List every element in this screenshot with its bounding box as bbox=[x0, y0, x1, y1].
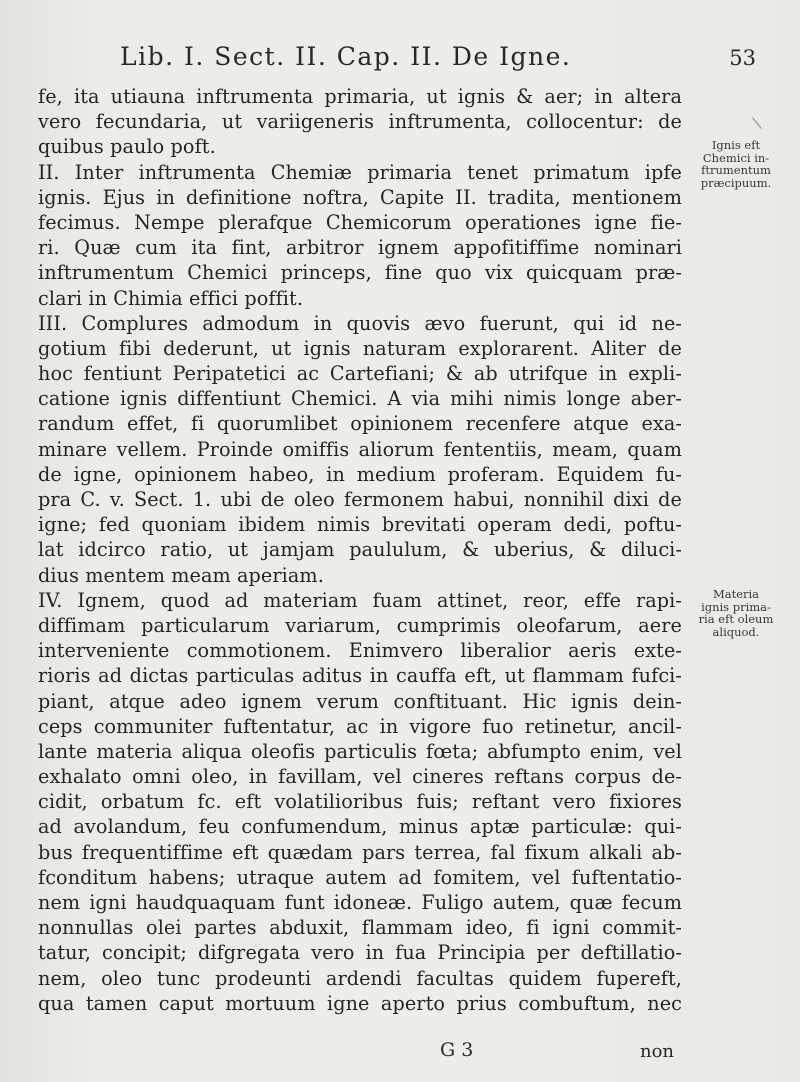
text-line: dius mentem meam aperiam. bbox=[38, 563, 324, 587]
text-line: piant, atque adeo ignem verum conftituant. Hic ignis dein- bbox=[38, 689, 682, 713]
text-line: quibus paulo poft. bbox=[38, 135, 216, 159]
text-line: IV. Ignem, quod ad materiam fuam attinet, reor, effe rapi- bbox=[38, 588, 682, 612]
text-line: pra C. v. Sect. 1. ubi de oleo fermonem habui, nonnihil dixi de bbox=[38, 488, 682, 511]
signature-mark: G 3 bbox=[440, 1039, 474, 1061]
page-header bbox=[40, 42, 760, 82]
text-line: fecimus. Nempe plerafque Chemicorum operationes igne fie- bbox=[38, 210, 682, 234]
running-title: Lib. I. Sect. II. Cap. II. De Igne. bbox=[120, 42, 572, 71]
text-line: exhalato omni oleo, in favillam, vel cineres reftans corpus de- bbox=[38, 765, 682, 789]
text-line: hoc fentiunt Peripatetici ac Cartefiani; & ab utrifque in expli- bbox=[38, 362, 682, 386]
catchword: non bbox=[640, 1041, 675, 1062]
page-number: 53 bbox=[729, 46, 756, 70]
text-line: III. Complures admodum in quovis ævo fuerunt, qui id ne- bbox=[38, 311, 682, 335]
marginal-note-line: ignis prima- bbox=[701, 599, 771, 614]
text-line: qua tamen caput mortuum igne aperto prius combuftum, nec bbox=[38, 991, 682, 1015]
text-line: fconditum habens; utraque autem ad fomitem, vel fuftentatio- bbox=[38, 865, 682, 889]
text-line: inftrumentum Chemici princeps, fine quo vix quicquam præ- bbox=[38, 261, 682, 285]
text-line: diffimam particularum variarum, cumprimis oleofarum, aere bbox=[38, 613, 682, 637]
marginal-note-materia bbox=[688, 588, 784, 638]
body-text bbox=[38, 84, 682, 1016]
text-line: interveniente commotionem. Enimvero liberalior aeris exte- bbox=[38, 639, 682, 663]
text-line: clari in Chimia effici poffit. bbox=[38, 286, 304, 310]
text-line: vero fecundaria, ut variigeneris inftrumenta, collocentur: de bbox=[38, 110, 682, 134]
marginal-note-ignis bbox=[688, 139, 784, 189]
marginal-note-line: præcipuum. bbox=[700, 175, 772, 190]
text-line: bus frequentiffime eft quædam pars terrea, fal fixum alkali ab- bbox=[38, 840, 682, 864]
text-line: tatur, concipit; difgregata vero in fua Principia per deftillatio- bbox=[38, 941, 682, 965]
marginal-note-line: Materia bbox=[712, 587, 760, 601]
marginal-note-line: ftrumentum bbox=[701, 163, 771, 177]
text-line: nem, oleo tunc prodeunti ardendi facultas quidem fupereft, bbox=[38, 966, 682, 990]
marginal-note-line: Ignis eft bbox=[711, 138, 761, 152]
text-line: ignis. Ejus in definitione noftra, Capite II. tradita, mentionem bbox=[38, 185, 682, 209]
margin-mark bbox=[752, 111, 769, 129]
text-line: rioris ad dictas particulas aditus in cauffa eft, ut flammam fufci- bbox=[38, 664, 682, 688]
marginal-note-line: ria eft oleum bbox=[698, 612, 774, 626]
text-line: minare vellem. Proinde omiffis aliorum fententiis, meam, quam bbox=[38, 437, 682, 461]
marginal-note-line: Chemici in- bbox=[702, 150, 770, 165]
text-line: lante materia aliqua oleofis particulis fœta; abfumpto enim, vel bbox=[38, 739, 682, 763]
text-line: II. Inter inftrumenta Chemiæ primaria tenet primatum ipfe bbox=[38, 160, 682, 184]
text-line: randum effet, fi quorumlibet opinionem recenfere atque exa- bbox=[38, 412, 682, 436]
text-line: ri. Quæ cum ita fint, arbitror ignem appofitiffime nominari bbox=[38, 236, 682, 260]
text-line: nonnullas olei partes abduxit, flammam ideo, fi igni commit- bbox=[38, 916, 682, 940]
marginal-note-line: aliquod. bbox=[712, 624, 760, 639]
text-line: fe, ita utiauna inftrumenta primaria, ut ignis & aer; in altera bbox=[38, 85, 682, 108]
text-line: catione ignis diffentiunt Chemici. A via mihi nimis longe aber- bbox=[38, 387, 682, 411]
text-line: lat idcirco ratio, ut jamjam paululum, & uberius, & diluci- bbox=[38, 538, 682, 562]
text-line: ad avolandum, feu confumendum, minus aptæ particulæ: qui- bbox=[38, 815, 682, 839]
text-line: cidit, orbatum fc. eft volatilioribus fuis; reftant vero fixiores bbox=[38, 790, 682, 814]
text-line: nem igni haudquaquam funt idoneæ. Fuligo autem, quæ fecum bbox=[38, 891, 682, 914]
text-line: igne; fed quoniam ibidem nimis brevitati operam dedi, poftu- bbox=[38, 513, 682, 537]
text-line: de igne, opinionem habeo, in medium proferam. Equidem fu- bbox=[38, 462, 682, 486]
text-line: gotium fibi dederunt, ut ignis naturam explorarent. Aliter de bbox=[38, 336, 682, 360]
text-line: ceps communiter fuftentatur, ac in vigore fuo retinetur, ancil- bbox=[38, 714, 682, 738]
